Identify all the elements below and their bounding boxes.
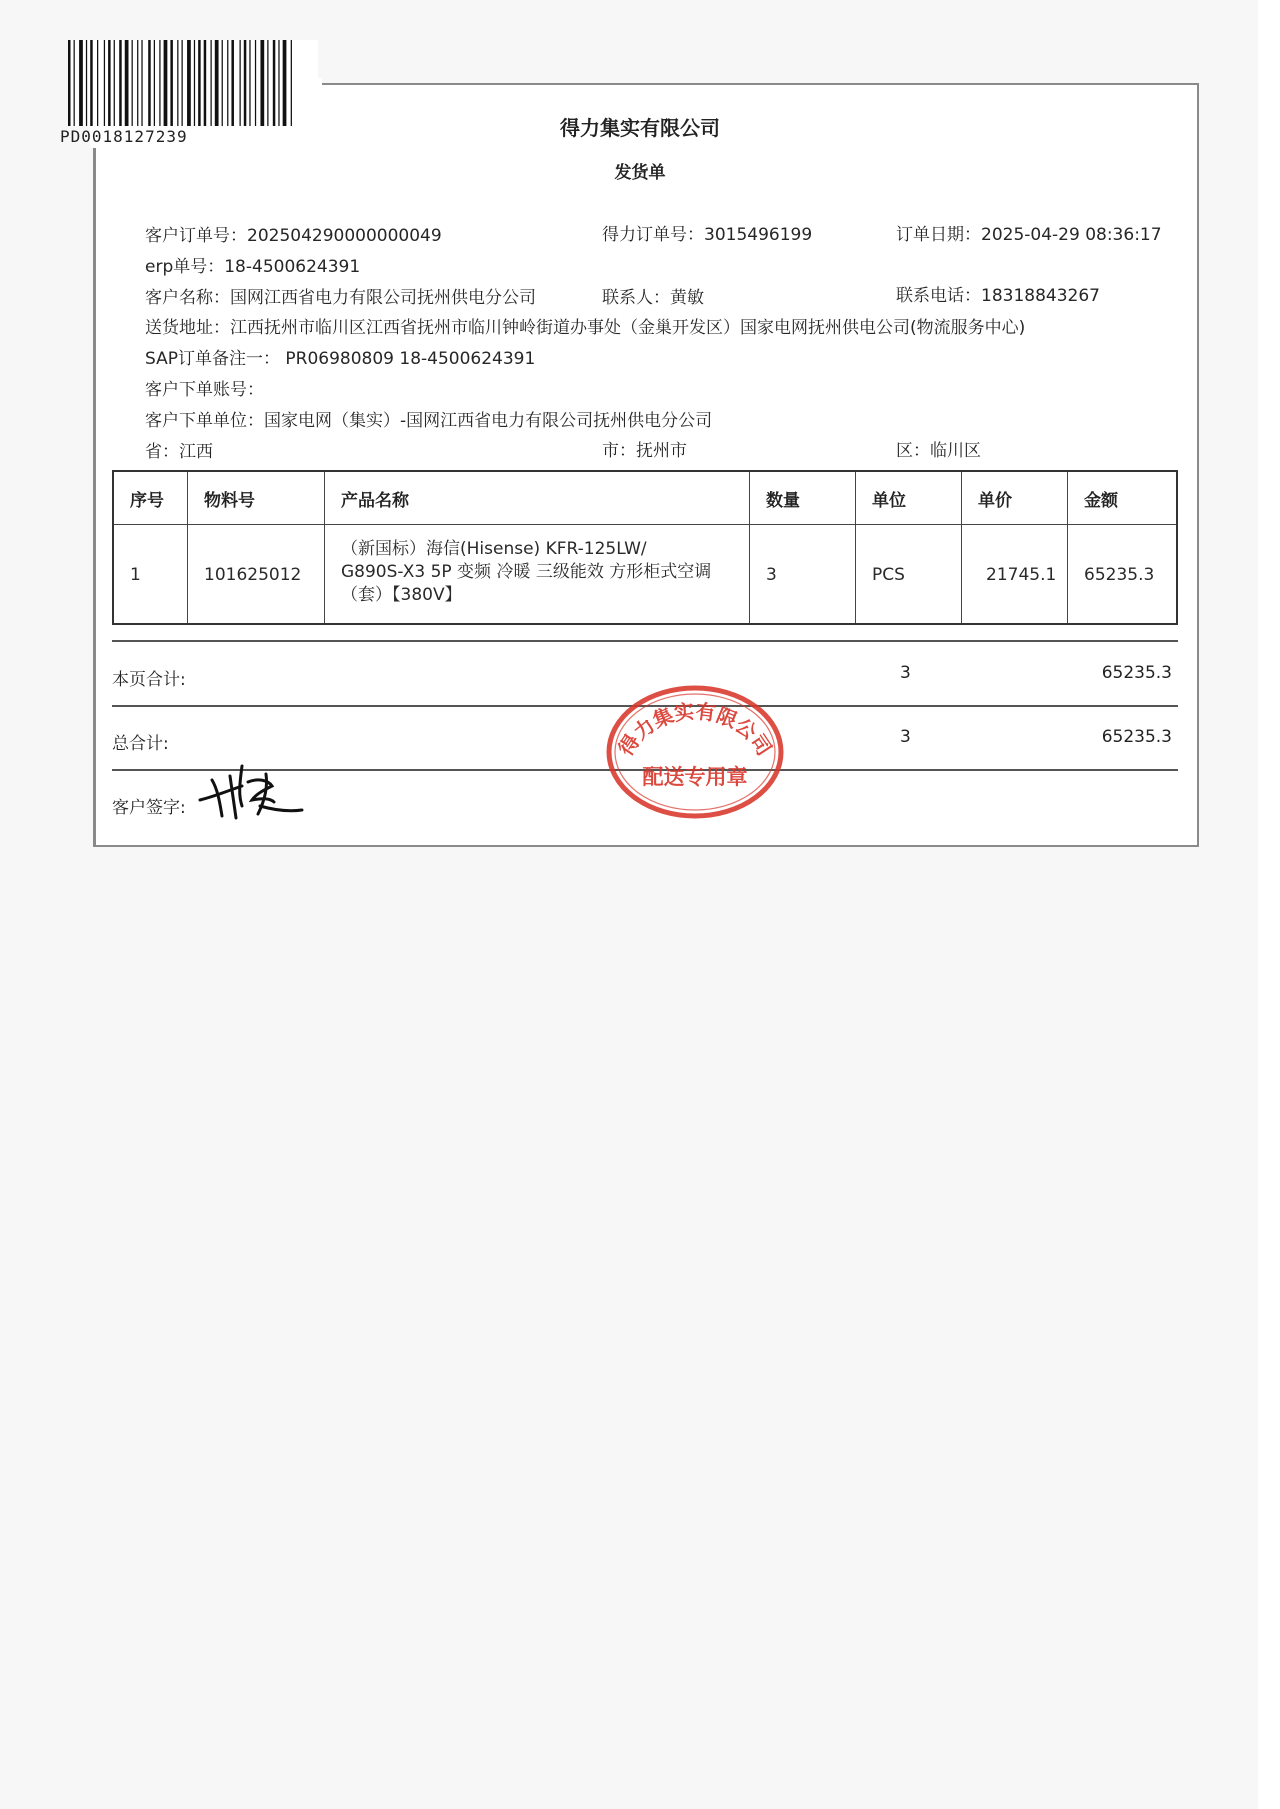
product-line-2: G890S-X3 5P 变频 冷暖 三级能效 方形柜式空调	[341, 562, 712, 582]
contact-person: 联系人：黄敏	[602, 288, 704, 308]
district: 区：临川区	[896, 441, 981, 461]
document-type: 发货单	[614, 163, 666, 183]
grand-total-amount: 65235.3	[1101, 727, 1172, 747]
product-line-3: （套）【380V】	[341, 585, 462, 605]
header-product: 产品名称	[341, 491, 409, 511]
page-total-amount: 65235.3	[1101, 663, 1172, 683]
company-title: 得力集实有限公司	[560, 116, 720, 140]
city: 市：抚州市	[602, 441, 687, 461]
header-amount: 金额	[1084, 491, 1118, 511]
order-unit: 客户下单单位：国家电网（集实）-国网江西省电力有限公司抚州供电分公司	[145, 411, 713, 431]
cell-qty: 3	[766, 565, 777, 585]
grand-total-qty: 3	[900, 727, 911, 747]
cell-price: 21745.1	[986, 565, 1057, 585]
cell-material: 101625012	[204, 565, 302, 585]
barcode-number: PD0018127239	[60, 127, 188, 146]
customer-order-no: 客户订单号：202504290000000049	[145, 226, 442, 246]
scan-edge	[1258, 0, 1280, 1809]
header-price: 单价	[978, 491, 1012, 511]
sap-note: SAP订单备注一： PR06980809 18-4500624391	[145, 349, 536, 369]
items-table	[112, 470, 1178, 625]
page-total-label: 本页合计:	[112, 670, 186, 690]
contact-phone: 联系电话：18318843267	[896, 286, 1100, 306]
cell-product	[341, 538, 741, 607]
customer-signature	[196, 760, 306, 820]
grand-total-label: 总合计:	[112, 734, 169, 754]
product-line-1: （新国标）海信(Hisense) KFR-125LW/	[341, 539, 647, 559]
order-date: 订单日期：2025-04-29 08:36:17	[896, 225, 1162, 245]
header-seq: 序号	[130, 491, 164, 511]
stamp-purpose-text: 配送专用章	[642, 765, 748, 789]
company-stamp	[604, 684, 786, 820]
signature-label: 客户签字:	[112, 798, 186, 818]
svg-text:得力集实有限公司	[613, 699, 776, 760]
header-material: 物料号	[204, 491, 255, 511]
cell-amount: 65235.3	[1084, 565, 1155, 585]
delivery-address: 送货地址：江西抚州市临川区江西省抚州市临川钟岭街道办事处（金巢开发区）国家电网抚州供电公司(物流服务中心)	[145, 318, 1026, 338]
header-unit: 单位	[872, 491, 906, 511]
cell-seq: 1	[130, 565, 141, 585]
erp-no: erp单号：18-4500624391	[145, 257, 361, 277]
province: 省：江西	[145, 442, 213, 462]
customer-name: 客户名称：国网江西省电力有限公司抚州供电分公司	[145, 288, 536, 308]
page-total-qty: 3	[900, 663, 911, 683]
cell-unit: PCS	[872, 565, 905, 585]
order-account: 客户下单账号：	[145, 380, 264, 400]
header-qty: 数量	[766, 491, 800, 511]
stamp-company-text: 得力集实有限公司	[613, 698, 777, 760]
rule-top	[112, 640, 1178, 642]
deli-order-no: 得力订单号：3015496199	[602, 225, 813, 245]
